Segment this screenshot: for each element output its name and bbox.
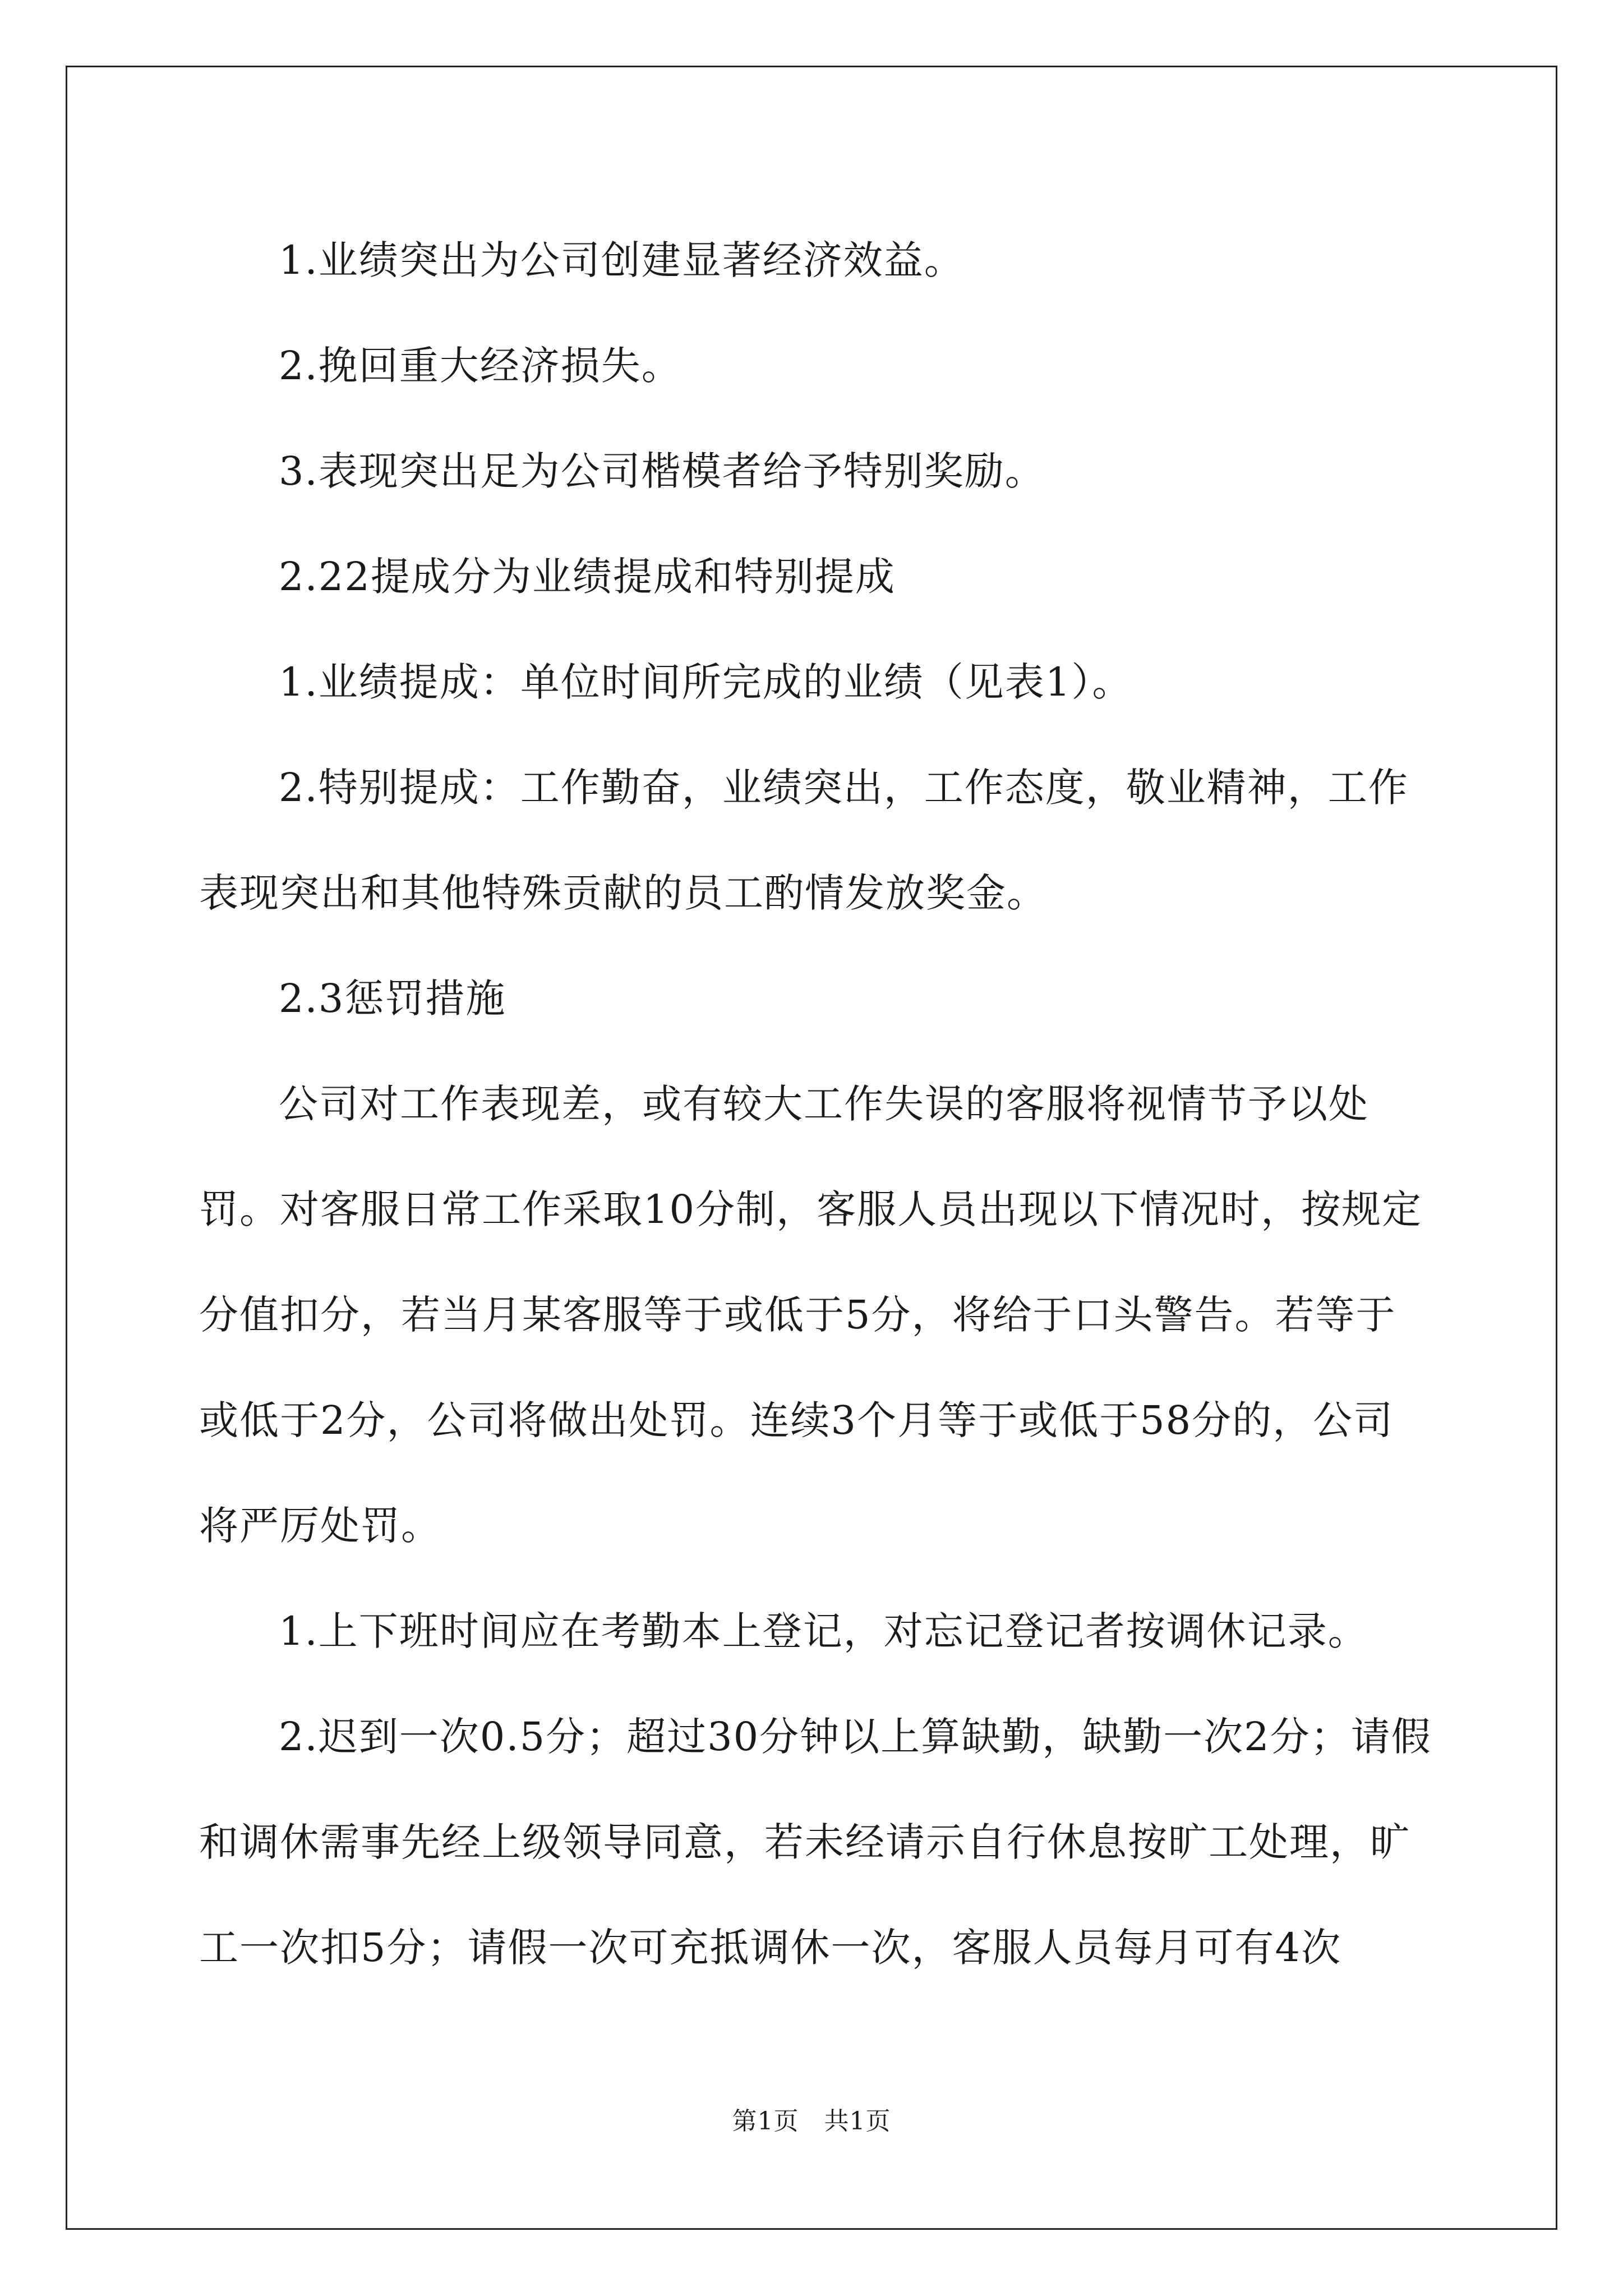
paragraph-3: 3.表现突出足为公司楷模者给予特别奖励。 — [279, 448, 1045, 494]
paragraph-8: 公司对工作表现差，或有较大工作失误的客服将视情节予以处罚。对客服日常工作采取10分制，客服人员出现以下情况时，按规定分值扣分，若当月某客服等于或低于5分，将给于口头警告。若等于或低于2分，公司将做出处罚。连续3个月等于或低于58分的，公司将严厉处罚。 — [199, 1081, 1423, 1549]
paragraph-2: 2.挽回重大经济损失。 — [279, 343, 682, 389]
paragraph-6: 2.特别提成：工作勤奋，业绩突出，工作态度，敬业精神，工作表现突出和其他特殊贡献的员工酌情发放奖金。 — [199, 765, 1409, 916]
page-footer: 第1页 共1页 — [732, 2107, 891, 2136]
paragraph-10: 2.迟到一次0.5分；超过30分钟以上算缺勤，缺勤一次2分；请假和调休需事先经上级领导同意，若未经请示自行休息按旷工处理，旷工一次扣5分；请假一次可充抵调休一次，客服人员每月可有4次 — [199, 1714, 1432, 1971]
paragraph-4: 2.22提成分为业绩提成和特别提成 — [279, 554, 896, 600]
paragraph-1: 1.业绩突出为公司创建显著经济效益。 — [279, 237, 965, 283]
document-body — [199, 208, 1433, 2000]
paragraph-7: 2.3惩罚措施 — [279, 976, 506, 1022]
paragraph-5: 1.业绩提成：单位时间所完成的业绩（见表1）。 — [279, 659, 1133, 705]
paragraph-9: 1.上下班时间应在考勤本上登记，对忘记登记者按调休记录。 — [279, 1608, 1368, 1654]
